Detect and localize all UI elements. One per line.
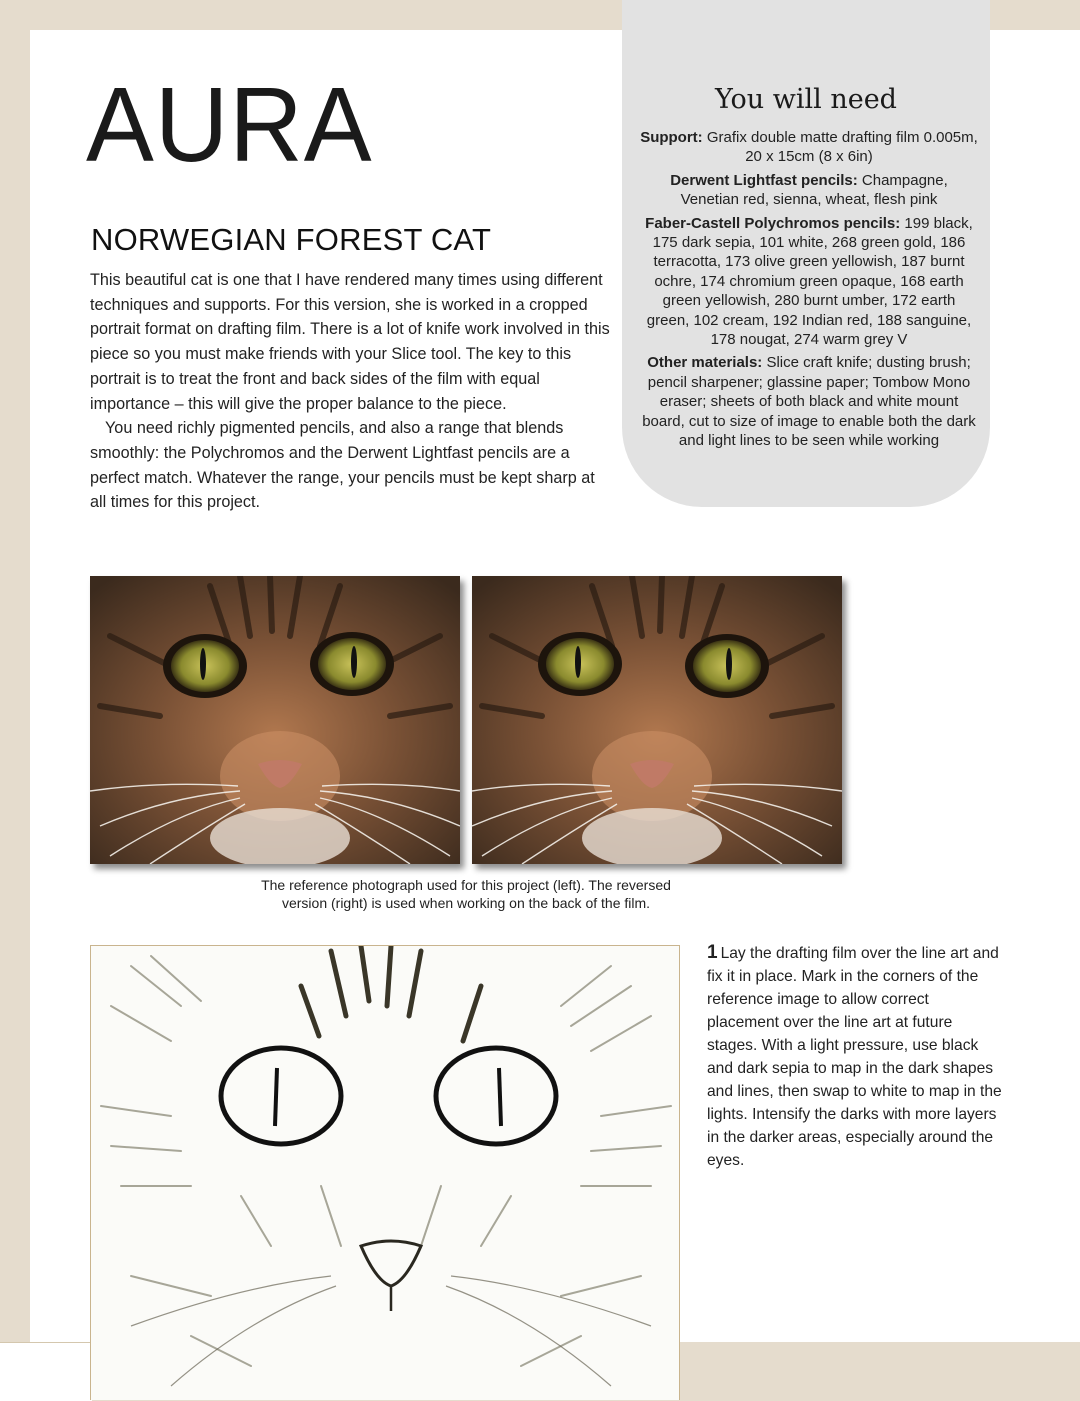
reversed-reference-photo xyxy=(472,576,842,864)
step-number: 1 xyxy=(707,942,718,963)
materials-item-text: Slice craft knife; dusting brush; pencil sharpener; glassine paper; Tombow Mono eraser; sheets of both black and white mount board, cut to size of image to enable both the dark and light lines to be seen while working xyxy=(642,354,976,450)
materials-item xyxy=(640,171,978,210)
materials-item-text: Champagne, Venetian red, sienna, wheat, flesh pink xyxy=(680,171,948,209)
materials-list xyxy=(640,128,978,455)
article-subtitle: NORWEGIAN FOREST CAT xyxy=(91,222,492,257)
materials-title: You will need xyxy=(715,84,897,115)
materials-item-text: 199 black, 175 dark sepia, 101 white, 268 green gold, 186 terracotta, 173 olive green yellowish, 187 burnt ochre, 174 chromium green opaque, 168 earth green yellowish, 280 burnt umber, 172 earth green, 102 cream, 192 Indian red, 188 sanguine, 178 nougat, 274 warm grey V xyxy=(646,214,973,349)
materials-item xyxy=(640,128,978,167)
intro-paragraph: This beautiful cat is one that I have rendered many times using different techniques and supports. For this version, she is worked in a cropped portrait format on drafting film. There is a lot of knife work involved in this piece so you must make friends with your Slice tool. The key to this portrait is to treat the front and back sides of the film with equal importance – this will give the proper balance to the piece. xyxy=(90,271,610,413)
materials-item xyxy=(640,214,978,350)
reference-photo xyxy=(90,576,460,864)
materials-item xyxy=(640,353,978,450)
materials-item-label: Support: xyxy=(640,129,703,146)
materials-item-label: Faber-Castell Polychromos pencils: xyxy=(645,214,901,232)
intro-text xyxy=(90,268,610,515)
sketch-drawing xyxy=(91,946,680,1400)
page-corner xyxy=(0,1342,92,1401)
materials-item-text: Grafix double matte drafting film 0.005m, 20 x 15cm (8 x 6in) xyxy=(706,129,978,166)
materials-item-label: Derwent Lightfast pencils: xyxy=(670,171,858,189)
materials-item-label: Other materials: xyxy=(647,354,763,372)
step1-sketch xyxy=(90,945,680,1400)
figure-caption: The reference photograph used for this project (left). The reversed version (right) is used when working on the back of the film. xyxy=(261,877,671,911)
step-body: Lay the drafting film over the line art and fix it in place. Mark in the corners of the reference image to allow correct placement over the line art at future stages. With a light pressure, use black and dark sepia to map in the dark shapes and lines, then swap to white to map in the lights. Intensify the darks with more layers in the darker areas, especially around the eyes. xyxy=(707,945,1002,1169)
article-title: AURA xyxy=(86,66,373,184)
intro-paragraph: You need richly pigmented pencils, and also a range that blends smoothly: the Polychromos and the Derwent Lightfast pencils are a perfect match. Whatever the range, your pencils must be kept sharp at all times for this project. xyxy=(90,419,595,512)
step1-text xyxy=(707,941,1002,1172)
